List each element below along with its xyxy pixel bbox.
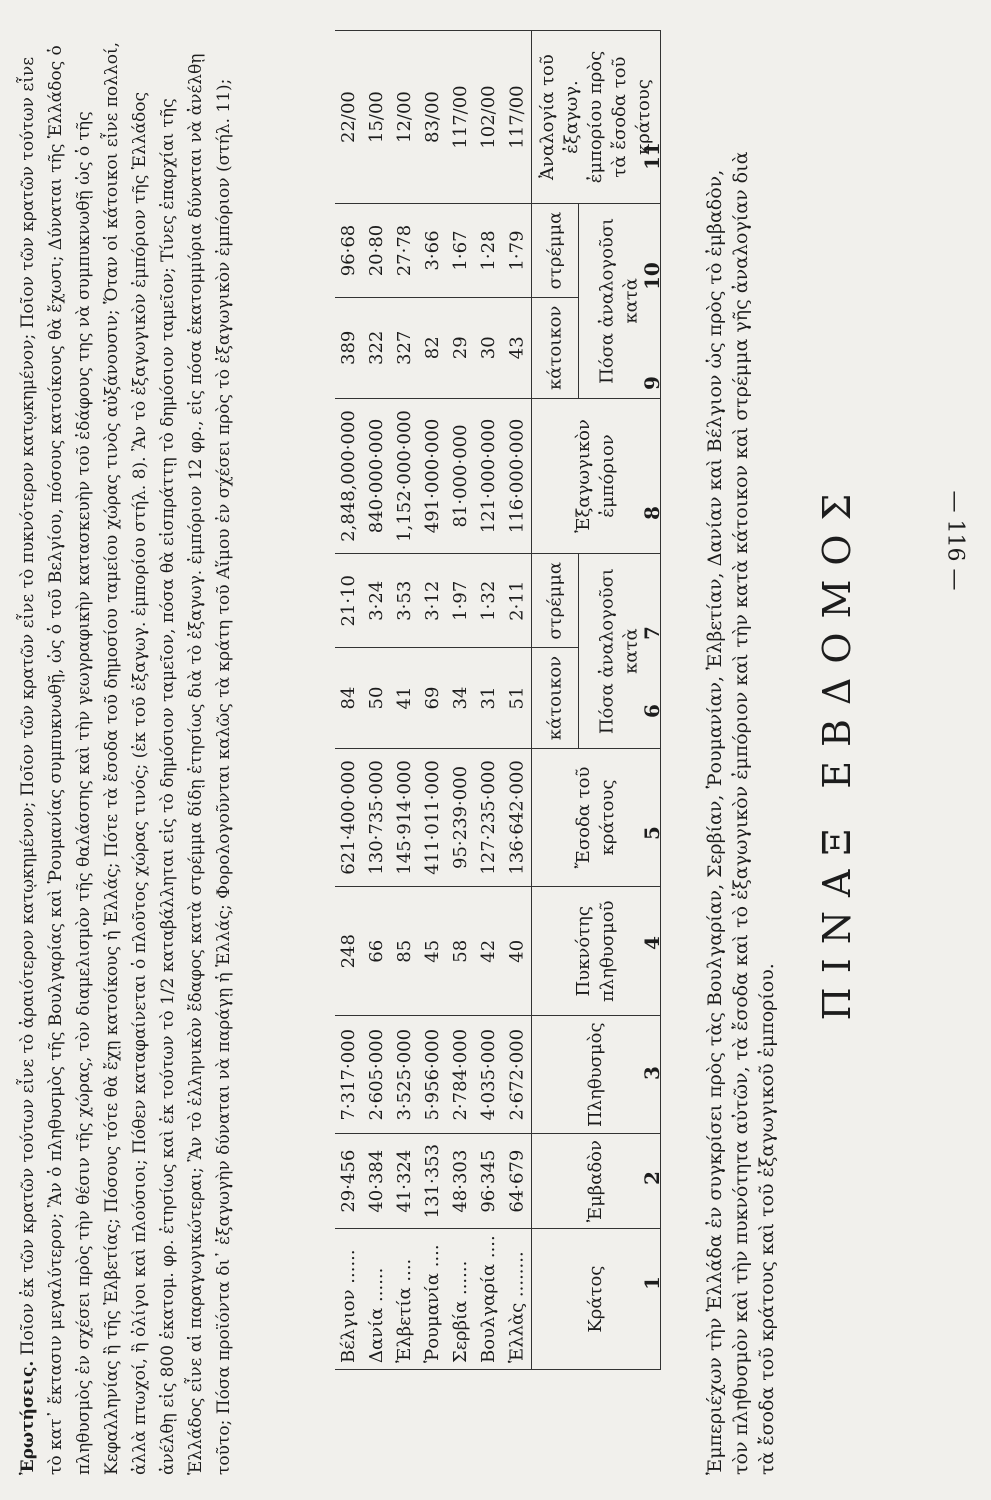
header-per-inhabitant: κάτοικον	[532, 648, 579, 749]
table-row	[363, 31, 391, 1370]
cell-population: 5·956·000	[419, 1016, 447, 1134]
column-number: 3	[640, 1066, 664, 1080]
cell-exports: 2,848,000·000	[335, 398, 363, 554]
cell-state: Ἑλλὰς ........	[503, 1229, 532, 1370]
comparison-table	[335, 30, 661, 1370]
cell-exports: 491·000·000	[419, 398, 447, 554]
cell-revenue-stremma: 3·12	[419, 554, 447, 648]
cell-revenue-inhabitant: 41	[391, 648, 419, 749]
questions-text: Ποῖον ἐκ τῶν κρατῶν τούτων εἶνε τὸ ἀραιότερον κατῳκημένον; Ποῖον τῶν κρατῶν εἶνε τὸ πυκνότερον κατῳκημένον; Ποῖον τῶν κρατῶν τούτων εἶνε τὸ κατ᾽ ἔκτασιν μεγαλύτερον; Ἂν ὁ πληθυσμὸς τῆς Βουλγαρίας καὶ Ῥουμανίας συμπυκνωθῇ, ὡς ὁ τοῦ Βελγίου, πόσους κατοίκους θὰ ἔχωσι; Δύναται τῆς Ἑλλάδος ὁ πληθυσμὸς ἐν σχέσει πρὸς τὴν θέσιν τῆς χώρας, τὸν διαμελισμὸν τῆς θαλάσσης καὶ τὴν γεωγραφικὴν κατασκευὴν τοῦ ἐδάφους της νὰ συμπυκνωθῇ ὡς ὁ τῆς Κεφαλληνίας ἢ τῆς Ἐλβετίας; Πόσους τότε θὰ ἔχῃ κατοίκους ἡ Ἑλλάς; Πότε τὰ ἔσοδα τοῦ δημοσίου ταμείου χώρας τινὸς αὐξάνουσιν; Ὅταν οἱ κάτοικοι εἶνε πολλοί, ἀλλὰ πτωχοί, ἢ ὀλίγοι καὶ πλούσιοι; Πόθεν καταφαίνεται ὁ πλοῦτος χώρας τινός; (ἐκ τοῦ ἐξαγωγ. ἐμπορίου στήλ. 8). Ἂν τὸ ἐξαγωγικὸν ἐμπόριον τῆς Ἑλλάδος ἀνέλθῃ εἰς 800 ἑκατομ. φρ. ἐτησίως καὶ ἐκ τούτων τὸ 1/2 καταβάλληται εἰς τὸ δημόσιον ταμεῖον, πόσα θὰ εἰσπράττῃ τὸ δημόσιον ταμεῖον; Τίνες ἐπαρχίαι τῆς Ἑλλάδος εἶνε αἱ παραγωγικώτεραι; Ἂν τὸ ἑλληνικὸν ἔδαφος κατὰ στρέμμα δίδῃ ἐτησίως διὰ τὸ ἐξαγωγ. ἐμπόριον 12 φρ., εἰς πόσα ἑκατομμύρια δύναται νὰ ἀνέλθῃ τοῦτο; Πόσα προϊόντα δι᾽ ἐξαγωγὴν δύναται νὰ παράγῃ ἡ Ἑλλάς; Φορολογοῦνται καλῶς τὰ κράτη τοῦ Αἵμου ἐν σχέσει πρὸς τὸ ἐξαγωγικὸν ἐμπόριον (στήλ. 11);	[18, 42, 234, 1475]
cell-exports: 840·000·000	[363, 398, 391, 554]
cell-revenue-stremma: 1·97	[447, 554, 475, 648]
cell-area: 48·303	[447, 1134, 475, 1229]
cell-density: 248	[335, 887, 363, 1016]
column-number: 6	[640, 704, 664, 718]
cell-exports: 121·000·000	[475, 398, 503, 554]
cell-area: 96·345	[475, 1134, 503, 1229]
cell-area: 41·324	[391, 1134, 419, 1229]
cell-revenue: 145·914·000	[391, 748, 419, 886]
cell-density: 40	[503, 887, 532, 1016]
column-number: 10	[640, 262, 664, 290]
questions-label: Ἐρωτήσεις.	[18, 1360, 38, 1475]
cell-exports-inhabitant: 322	[363, 297, 391, 398]
cell-exports-inhabitant: 389	[335, 297, 363, 398]
cell-state: Βέλγιον ......	[335, 1229, 363, 1370]
column-number: 5	[640, 826, 664, 840]
column-number: 8	[640, 506, 664, 520]
cell-population: 3·525·000	[391, 1016, 419, 1134]
cell-revenue-inhabitant: 84	[335, 648, 363, 749]
header-population: Πληθυσμὸς	[532, 1016, 661, 1134]
cell-state: Ἐλβετία ....	[391, 1229, 419, 1370]
cell-revenue: 621·400·000	[335, 748, 363, 886]
cell-exports-stremma: 1·79	[503, 204, 532, 298]
cell-revenue: 136·642·000	[503, 748, 532, 886]
cell-ratio: 102/00	[475, 31, 503, 204]
cell-exports-stremma: 1·67	[447, 204, 475, 298]
table-row	[391, 31, 419, 1370]
intro-paragraph: Ἐμπεριέχων τὴν Ἑλλάδα ἐν συγκρίσει πρὸς τὰς Βουλγαρίαν, Σερβίαν, Ῥουμανίαν, Ἐλβετίαν, Δανίαν καὶ Βέλγιον ὡς πρὸς τὸ ἐμβαδὸν, τὸν πληθυσμὸν καὶ τὴν πυκνότητα αὐτῶν, τὰ ἔσοδα καὶ τὸ ἐξαγωγικὸν ἐμπόριον καὶ τὴν κατὰ κάτοικον καὶ στρέμμα γῆς ἀναλογίαν διὰ τὰ ἔσοδα τοῦ κράτους καὶ τοῦ ἐξαγωγικοῦ ἐμπορίου.	[704, 151, 778, 1475]
cell-density: 45	[419, 887, 447, 1016]
cell-revenue-stremma: 21·10	[335, 554, 363, 648]
cell-revenue: 130·735·000	[363, 748, 391, 886]
column-number: 11	[640, 142, 664, 170]
cell-ratio: 117/00	[503, 31, 532, 204]
cell-density: 66	[363, 887, 391, 1016]
column-number: 4	[640, 936, 664, 950]
header-state: Κράτος	[532, 1229, 661, 1370]
cell-revenue-inhabitant: 34	[447, 648, 475, 749]
header-area: Ἐμβαδὸν	[532, 1134, 661, 1229]
cell-revenue-stremma: 2·11	[503, 554, 532, 648]
cell-exports: 81·000·000	[447, 398, 475, 554]
header-revenue: Ἔσοδα τοῦ κράτους	[532, 748, 661, 886]
cell-revenue-inhabitant: 50	[363, 648, 391, 749]
cell-density: 85	[391, 887, 419, 1016]
cell-exports: 116·000·000	[503, 398, 532, 554]
cell-state: Σερβία ......	[447, 1229, 475, 1370]
cell-exports-stremma: 3·66	[419, 204, 447, 298]
cell-ratio: 15/00	[363, 31, 391, 204]
table-row	[447, 31, 475, 1370]
header-ratio: Ἀναλογία τοῦ ἐξαγωγ. ἐμπορίου πρὸς τὰ ἔσοδα τοῦ κράτους	[532, 31, 661, 204]
cell-revenue-inhabitant: 51	[503, 648, 532, 749]
cell-ratio: 83/00	[419, 31, 447, 204]
cell-revenue: 127·235·000	[475, 748, 503, 886]
cell-revenue-stremma: 1·32	[475, 554, 503, 648]
cell-density: 42	[475, 887, 503, 1016]
questions-block	[14, 35, 334, 1475]
cell-ratio: 117/00	[447, 31, 475, 204]
cell-revenue-inhabitant: 31	[475, 648, 503, 749]
cell-exports: 1,152·000·000	[391, 398, 419, 554]
cell-exports-inhabitant: 327	[391, 297, 419, 398]
header-exports-share: Πόσα ἀναλογοῦσι κατὰ	[579, 204, 661, 399]
cell-state: Δανία ......	[363, 1229, 391, 1370]
page-title: ΠΙΝΑΞ ΕΒΔΟΜΟΣ	[815, 479, 859, 1021]
cell-ratio: 22/00	[335, 31, 363, 204]
cell-state: Βουλγαρία ....	[475, 1229, 503, 1370]
table-row	[503, 31, 532, 1370]
cell-state: Ῥουμανία ....	[419, 1229, 447, 1370]
cell-exports-inhabitant: 82	[419, 297, 447, 398]
header-density: Πυκνότης πληθυσμοῦ	[532, 887, 661, 1016]
cell-population: 7·317·000	[335, 1016, 363, 1134]
header-revenue-share: Πόσα ἀναλογοῦσι κατὰ	[579, 554, 661, 749]
header-per-stremma: στρέμμα	[532, 204, 579, 298]
column-number: 9	[640, 376, 664, 390]
cell-exports-stremma: 20·80	[363, 204, 391, 298]
cell-area: 29·456	[335, 1134, 363, 1229]
header-per-inhabitant: κάτοικον	[532, 297, 579, 398]
cell-revenue: 411·011·000	[419, 748, 447, 886]
table-row	[419, 31, 447, 1370]
cell-revenue-inhabitant: 69	[419, 648, 447, 749]
cell-exports-inhabitant: 43	[503, 297, 532, 398]
column-number: 1	[640, 1276, 664, 1290]
cell-exports-inhabitant: 30	[475, 297, 503, 398]
cell-revenue-stremma: 3·24	[363, 554, 391, 648]
table-row	[335, 31, 363, 1370]
cell-population: 2·672·000	[503, 1016, 532, 1134]
cell-population: 4·035·000	[475, 1016, 503, 1134]
page-number: — 116 —	[942, 490, 968, 591]
cell-exports-inhabitant: 29	[447, 297, 475, 398]
cell-population: 2·784·000	[447, 1016, 475, 1134]
cell-revenue-stremma: 3·53	[391, 554, 419, 648]
cell-exports-stremma: 96·68	[335, 204, 363, 298]
table-row	[475, 31, 503, 1370]
cell-revenue: 95·239·000	[447, 748, 475, 886]
cell-density: 58	[447, 887, 475, 1016]
cell-area: 64·679	[503, 1134, 532, 1229]
cell-exports-stremma: 1·28	[475, 204, 503, 298]
cell-area: 40·384	[363, 1134, 391, 1229]
header-per-stremma: στρέμμα	[532, 554, 579, 648]
cell-ratio: 12/00	[391, 31, 419, 204]
column-number: 2	[640, 1171, 664, 1185]
cell-exports-stremma: 27·78	[391, 204, 419, 298]
cell-population: 2·605·000	[363, 1016, 391, 1134]
column-number: 7	[640, 626, 664, 640]
header-exports: Ἐξαγωγικὸν ἐμπόριον	[532, 398, 661, 554]
cell-area: 131·353	[419, 1134, 447, 1229]
